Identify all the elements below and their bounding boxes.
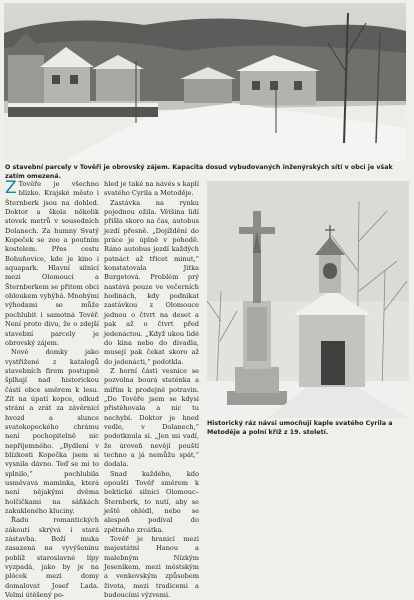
village-winter-photo bbox=[4, 3, 406, 161]
article-paragraph: Řadu romantických zákoutí skrývá i stará zástavba. Boží muka zasazená na vyvýšeninu poblíž staroslavné lípy vyzpadá, jako by je na plócek mezi domy domalovat Josef Lada. Velmi útěšený po- bbox=[5, 516, 99, 600]
article-column-1 bbox=[5, 178, 99, 600]
chapel-photo-caption: Historický ráz návsi umocňují kaple svatého Cyrila a Metoděje a polní kříž z 19. století. bbox=[207, 420, 393, 436]
drop-cap: Z bbox=[5, 178, 17, 198]
article-paragraph: Zastávka na rynku pojednou ožila. Většina lidí přišla skoro na čas, autobus jezdí přesně. „Dojíždění do práce je úplně v pohodě. Ráno autobus jezdí každých patnáct až třicet minut,“ konstatovala Jitka Burgetová. Problém prý nastává pouze ve večerních hodinách, kdy podnikat zastávkou z Olomouce jednou o čtvrt na deset a pak až o čtvrt před jedenáctou. „Když ukou lidé do kina nebo do divadla, musejí pak čekat skoro až do jedenácti,“ podotkla. bbox=[104, 198, 199, 366]
article-paragraph: hled je také na návés s kaplí svatého Cyrila a Metoděje. bbox=[104, 180, 199, 198]
article-paragraph: Z Tověře je všechno blízko. Krajské město i Šternberk jsou na dohled. Doktor a škola několik stovek metrů v sousedních Dolanech. Za humny Svatý Kopeček se zoo a poutním kostelem. Přes cestu Bohuňovice, kde je kino i aquapark. Hlavní silnicí mezi Olomoucí a Šternberkem se přitom obci obloukem vyhýbá. Mnohými výhodami se může pochlubit i samotná Tověř. Není proto divu, že o zdejší stavební parcely je obrovský zájem. bbox=[5, 178, 99, 347]
chapel-cross-photo bbox=[207, 181, 409, 418]
article-paragraph: Snad každého, kdo opouští Tověř směrem k bektické silnici Olomouc–Šternberk, to nutí, aby se ještě ohlédl, nebo se alespoň podíval do zpětného zrcátka. bbox=[104, 469, 199, 534]
photo-caption: O stavební parcely v Tověři je obrovský zájem. Kapacita dosud vybudovaných inženýrských sítí v obci je však zatím omezená. bbox=[5, 164, 393, 180]
article-paragraph: Nové domky jako vystřižené z katalogů stavebních firem postupně šplhají nad historickou částí obce směrem k lesu. Zít na úpatí kopce, odkud stráni a zrát za závěrnicí hvozd a slunce svatokopeckého chrámu není pochopitelně nic nepříjemného. „Bydlení v blízkosti Kopečka jsem si vysnila dávno. Teď se mi to splnilo,“ pochlubila usměvavá maminka, která není nějakými dvěma holčičkami na sáňkách zakukleného kluciny. bbox=[5, 348, 99, 516]
article-paragraph: Tověř je hranicí mezi majestátní Hanou a malebným Nízkým Jeseníkem, mezi městským a venkovským způsobem života, mezi tradicemi a budoucími výzvemi. bbox=[104, 535, 199, 600]
article-column-2 bbox=[104, 180, 199, 600]
article-paragraph: Z horní části vesnice se pozvolna bourá staténka a mířím k prodejně potravin. „Do Tověře jsem se kdysi přistěhovala a nic tu nechybí. Doktor je hned vedle, v Dolanech,“ podotknula si. „Jen mi vadí, že úroveň nevějí pouští techno a já nemůžu spát,“ dodala. bbox=[104, 366, 199, 469]
